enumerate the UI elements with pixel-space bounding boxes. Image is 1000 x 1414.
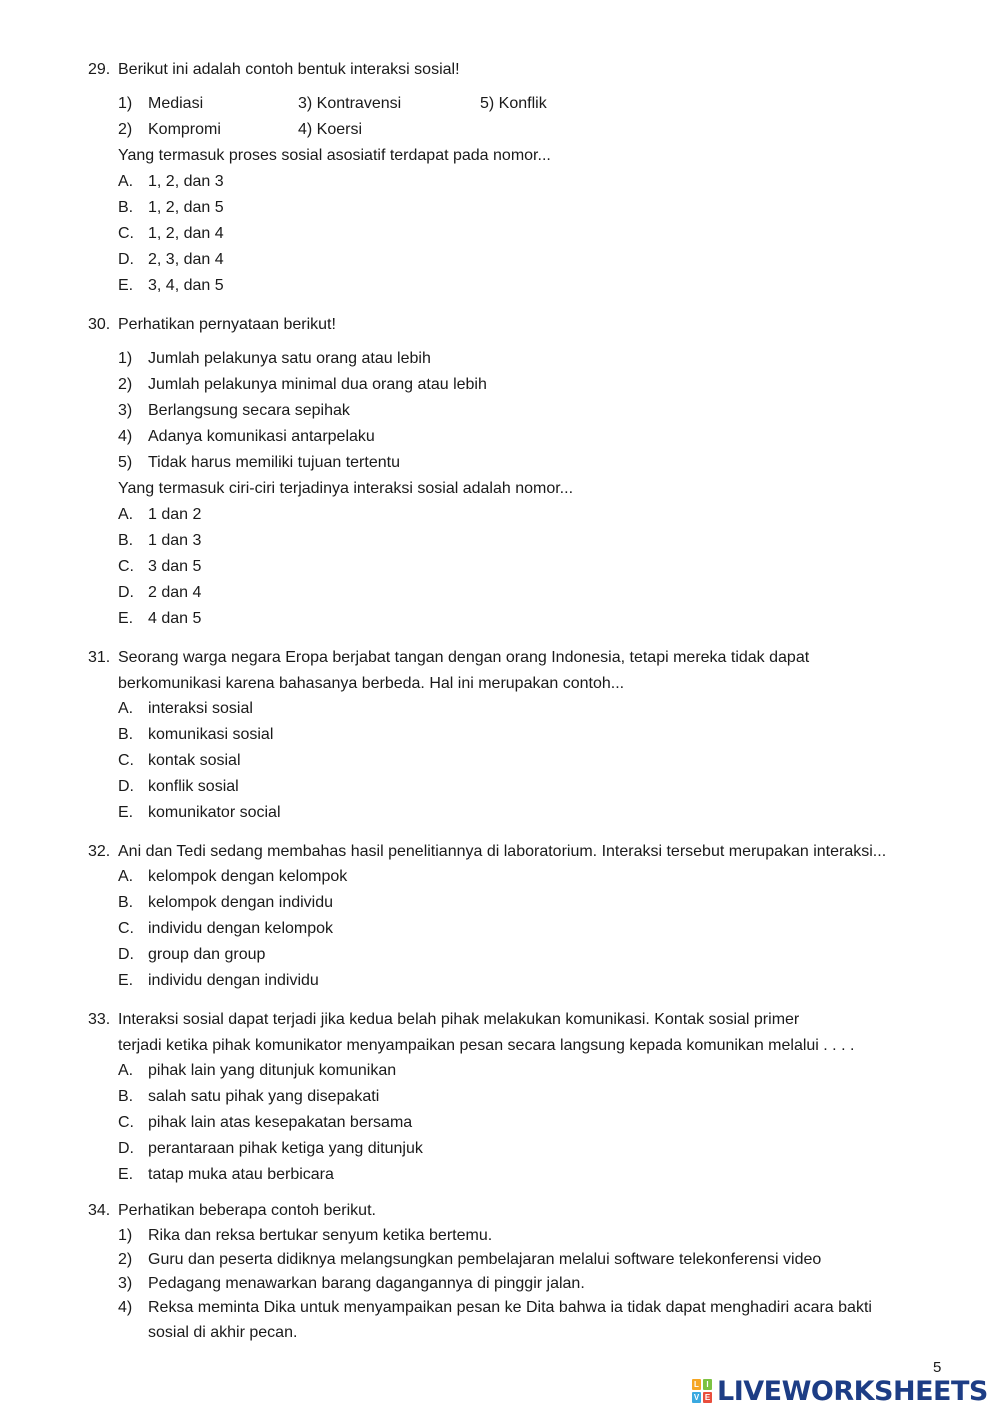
question-32-option-label: B. [118, 894, 134, 911]
question-30-option-text: 2 dan 4 [148, 584, 202, 601]
question-29-option-label: E. [118, 277, 134, 294]
question-31-option-label: E. [118, 804, 134, 821]
question-34-item-text: Reksa meminta Dika untuk menyampaikan pesan ke Dita bahwa ia tidak dapat menghadiri acara bakti [148, 1299, 872, 1316]
question-30-item-label: 3) [118, 402, 133, 419]
question-29-grid-cell: 2) [118, 121, 133, 138]
question-29-number: 29. [88, 61, 111, 78]
question-29-grid-cell: Kompromi [148, 121, 221, 138]
question-34-item-label: 3) [118, 1275, 133, 1292]
question-33-option-text: pihak lain yang ditunjuk komunikan [148, 1062, 397, 1079]
question-30-item-text: Tidak harus memiliki tujuan tertentu [148, 454, 400, 471]
question-32-option-label: C. [118, 920, 134, 937]
question-30-option-text: 1 dan 3 [148, 532, 202, 549]
question-30-item-text: Berlangsung secara sepihak [148, 402, 350, 419]
question-29-option-label: B. [118, 199, 134, 216]
question-34-item-text: Pedagang menawarkan barang dagangannya di pinggir jalan. [148, 1275, 585, 1292]
question-30-text: Perhatikan pernyataan berikut! [118, 316, 336, 333]
liveworksheets-logo-icon [692, 1378, 714, 1404]
question-31-option-text: konflik sosial [148, 778, 239, 795]
question-30-item-text: Jumlah pelakunya minimal dua orang atau lebih [148, 376, 487, 393]
question-32-option-text: individu dengan kelompok [148, 920, 334, 937]
question-33-option-label: B. [118, 1088, 134, 1105]
question-29-option-text: 2, 3, dan 4 [148, 251, 224, 268]
question-29-option-text: 1, 2, dan 5 [148, 199, 224, 216]
question-33-option-label: C. [118, 1114, 134, 1131]
question-29-grid-cell: 4) Koersi [298, 121, 363, 138]
question-33-option-label: D. [118, 1140, 134, 1157]
question-34-number: 34. [88, 1202, 111, 1219]
logo-wordmark: LIVEWORKSHEETS [717, 1375, 988, 1407]
question-34-item-text: Rika dan reksa bertukar senyum ketika bertemu. [148, 1227, 493, 1244]
question-29-grid-cell: 5) Konflik [480, 95, 547, 112]
question-29-option-text: 1, 2, dan 4 [148, 225, 224, 242]
question-31-option-label: D. [118, 778, 134, 795]
question-32-text: Ani dan Tedi sedang membahas hasil penelitiannya di laboratorium. Interaksi tersebut merupakan interaksi... [118, 843, 887, 860]
logo-square-blue: V [693, 1393, 700, 1402]
question-29-grid-cell: 1) [118, 95, 133, 112]
question-34-text: Perhatikan beberapa contoh berikut. [118, 1202, 376, 1219]
question-32-option-text: kelompok dengan individu [148, 894, 334, 911]
question-33-option-text: pihak lain atas kesepakatan bersama [148, 1114, 413, 1131]
question-29-option-label: C. [118, 225, 134, 242]
question-31-option-text: komunikator social [148, 804, 281, 821]
question-33-text: Interaksi sosial dapat terjadi jika kedua belah pihak melakukan komunikasi. Kontak sosial primer [118, 1011, 800, 1028]
question-31-option-text: komunikasi sosial [148, 726, 274, 743]
question-29-grid-cell: 3) Kontravensi [298, 95, 402, 112]
question-30-item-label: 2) [118, 376, 133, 393]
question-30-option-label: D. [118, 584, 134, 601]
question-33-number: 33. [88, 1011, 111, 1028]
question-31-option-label: C. [118, 752, 134, 769]
liveworksheets-logo [692, 1374, 988, 1408]
question-30-option-label: B. [118, 532, 134, 549]
question-33-option-text: tatap muka atau berbicara [148, 1166, 334, 1183]
question-33-option-label: E. [118, 1166, 134, 1183]
question-32-option-label: D. [118, 946, 134, 963]
question-33-text: terjadi ketika pihak komunikator menyampaikan pesan secara langsung kepada komunikan melalui . . . . [118, 1037, 855, 1054]
logo-square-green: I [703, 1379, 712, 1390]
question-34-item-label: 1) [118, 1227, 133, 1244]
question-31-option-text: interaksi sosial [148, 700, 253, 717]
question-30-item-text: Adanya komunikasi antarpelaku [148, 428, 375, 445]
question-31-number: 31. [88, 649, 111, 666]
question-30-option-text: 4 dan 5 [148, 610, 202, 627]
question-29-option-text: 1, 2, dan 3 [148, 173, 224, 190]
question-30-item-label: 4) [118, 428, 133, 445]
logo-square-orange: L [692, 1379, 701, 1390]
question-29-text: Berikut ini adalah contoh bentuk interaksi sosial! [118, 61, 460, 78]
question-32-option-label: A. [118, 868, 134, 885]
question-30-item-label: 1) [118, 350, 133, 367]
question-30-number: 30. [88, 316, 111, 333]
question-33-option-text: perantaraan pihak ketiga yang ditunjuk [148, 1140, 423, 1157]
question-34-item-text: Guru dan peserta didiknya melangsungkan pembelajaran melalui software telekonferensi video [148, 1251, 822, 1268]
question-33-option-text: salah satu pihak yang disepakati [148, 1088, 380, 1105]
question-29-option-text: 3, 4, dan 5 [148, 277, 224, 294]
question-32-option-text: group dan group [148, 946, 266, 963]
question-33-option-label: A. [118, 1062, 134, 1079]
question-32-option-text: kelompok dengan kelompok [148, 868, 348, 885]
question-29-option-label: D. [118, 251, 134, 268]
question-30-option-label: C. [118, 558, 134, 575]
question-29-grid-cell: Mediasi [148, 95, 204, 112]
question-30-option-text: 3 dan 5 [148, 558, 202, 575]
question-32-option-label: E. [118, 972, 134, 989]
question-30-option-text: 1 dan 2 [148, 506, 202, 523]
question-29-option-label: A. [118, 173, 134, 190]
question-30-option-label: E. [118, 610, 134, 627]
question-30-item-text: Jumlah pelakunya satu orang atau lebih [148, 350, 431, 367]
question-32-option-text: individu dengan individu [148, 972, 319, 989]
question-34-item-label: 2) [118, 1251, 133, 1268]
question-29-prompt: Yang termasuk proses sosial asosiatif terdapat pada nomor... [118, 147, 551, 164]
question-31-text: berkomunikasi karena bahasanya berbeda. Hal ini merupakan contoh... [118, 675, 625, 692]
question-31-text: Seorang warga negara Eropa berjabat tangan dengan orang Indonesia, tetapi mereka tidak dapat [118, 649, 810, 666]
question-34-item-text: sosial di akhir pecan. [148, 1324, 298, 1341]
question-34-item-label: 4) [118, 1299, 133, 1316]
logo-square-red: E [704, 1393, 711, 1402]
question-30-prompt: Yang termasuk ciri-ciri terjadinya interaksi sosial adalah nomor... [118, 480, 574, 497]
question-31-option-label: B. [118, 726, 134, 743]
question-31-option-text: kontak sosial [148, 752, 241, 769]
question-31-option-label: A. [118, 700, 134, 717]
question-30-item-label: 5) [118, 454, 133, 471]
question-30-option-label: A. [118, 506, 134, 523]
question-32-number: 32. [88, 843, 111, 860]
page-number: 5 [933, 1359, 942, 1376]
